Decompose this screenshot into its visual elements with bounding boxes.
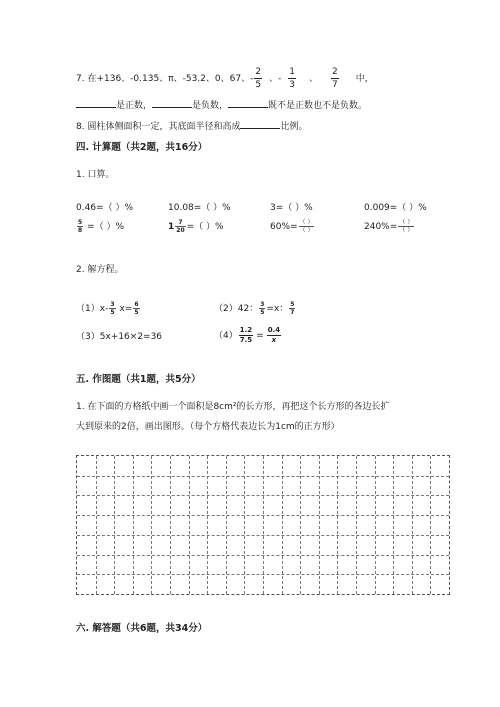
oral-calc-1b: 10.08=（ ）% xyxy=(168,203,231,213)
graph-paper-grid[interactable] xyxy=(76,455,450,595)
equation-3: （3）5x+16×2=36 xyxy=(76,332,163,342)
grid-line-horizontal xyxy=(77,555,449,556)
q7-prefix: 7. 在+136、-0.135、π、-53.2、0、67、- xyxy=(76,74,254,84)
fraction-2-7: $\frac{2}{7}$ xyxy=(332,67,338,90)
grid-line-horizontal xyxy=(77,574,449,575)
grid-line-horizontal xyxy=(77,515,449,516)
oral-calc-2c: 60%= $\frac{( )}{( )}$ xyxy=(270,219,314,234)
oral-calc-1d: 0.009=（ ）% xyxy=(364,203,427,213)
question-7-line1: 7. 在+136、-0.135、π、-53.2、0、67、- $\frac{2}{5}$ 、- $\frac{1}{3}$ 、 $\frac{2}{7}$ 中， xyxy=(76,67,374,90)
question-8: 8. 圆柱体侧面积一定，其底面半径和高成 比例。 xyxy=(76,118,307,133)
fraction-1-3: $\frac{1}{3}$ xyxy=(289,67,296,90)
drawing-question-line1: 1. 在下面的方格纸中画一个面积是8cm²的长方形，再把这个长方形的各边长扩 xyxy=(76,402,390,412)
answer-blank[interactable] xyxy=(76,97,116,108)
section-6-heading: 六. 解答题（共6题，共34分） xyxy=(76,623,208,634)
equation-2: （2）42： $\frac{3}{5}$ =x： $\frac{5}{7}$ xyxy=(214,301,295,316)
answer-blank[interactable] xyxy=(240,118,280,129)
grid-line-horizontal xyxy=(77,476,449,477)
answer-blank[interactable] xyxy=(152,97,192,108)
sub-question-2: 2. 解方程。 xyxy=(76,265,124,275)
oral-calc-2b: 1 $\frac{7}{20}$ =（ ）% xyxy=(168,219,224,234)
section-4-heading: 四. 计算题（共2题，共16分） xyxy=(76,142,208,153)
oral-calc-1c: 3=（ ）% xyxy=(270,203,313,213)
grid-line-horizontal xyxy=(77,535,449,536)
equation-4: （4） $\frac{1.2}{7.5}$ = $\frac{0.4}{x}$ xyxy=(214,326,281,344)
question-7-line2: 是正数， 是负数， 既不是正数也不是负数。 xyxy=(76,97,367,112)
grid-line-horizontal xyxy=(77,495,449,496)
sub-question-1: 1. 口算。 xyxy=(76,170,115,180)
oral-calc-1a: 0.46=（ ）% xyxy=(76,203,133,213)
answer-blank[interactable] xyxy=(228,97,268,108)
equation-1: （1）x- $\frac{3}{5}$ x= $\frac{6}{5}$ xyxy=(76,301,139,316)
section-5-heading: 五. 作图题（共1题，共5分） xyxy=(76,374,201,385)
oral-calc-2d: 240%= $\frac{( )}{( )}$ xyxy=(364,219,414,234)
fraction-2-5: $\frac{2}{5}$ xyxy=(255,67,262,90)
drawing-question-line2: 大到原来的2倍，画出图形。（每个方格代表边长为1cm的正方形） xyxy=(76,422,340,432)
oral-calc-2a: $\frac{5}{8}$ =（ ）% xyxy=(78,219,125,234)
